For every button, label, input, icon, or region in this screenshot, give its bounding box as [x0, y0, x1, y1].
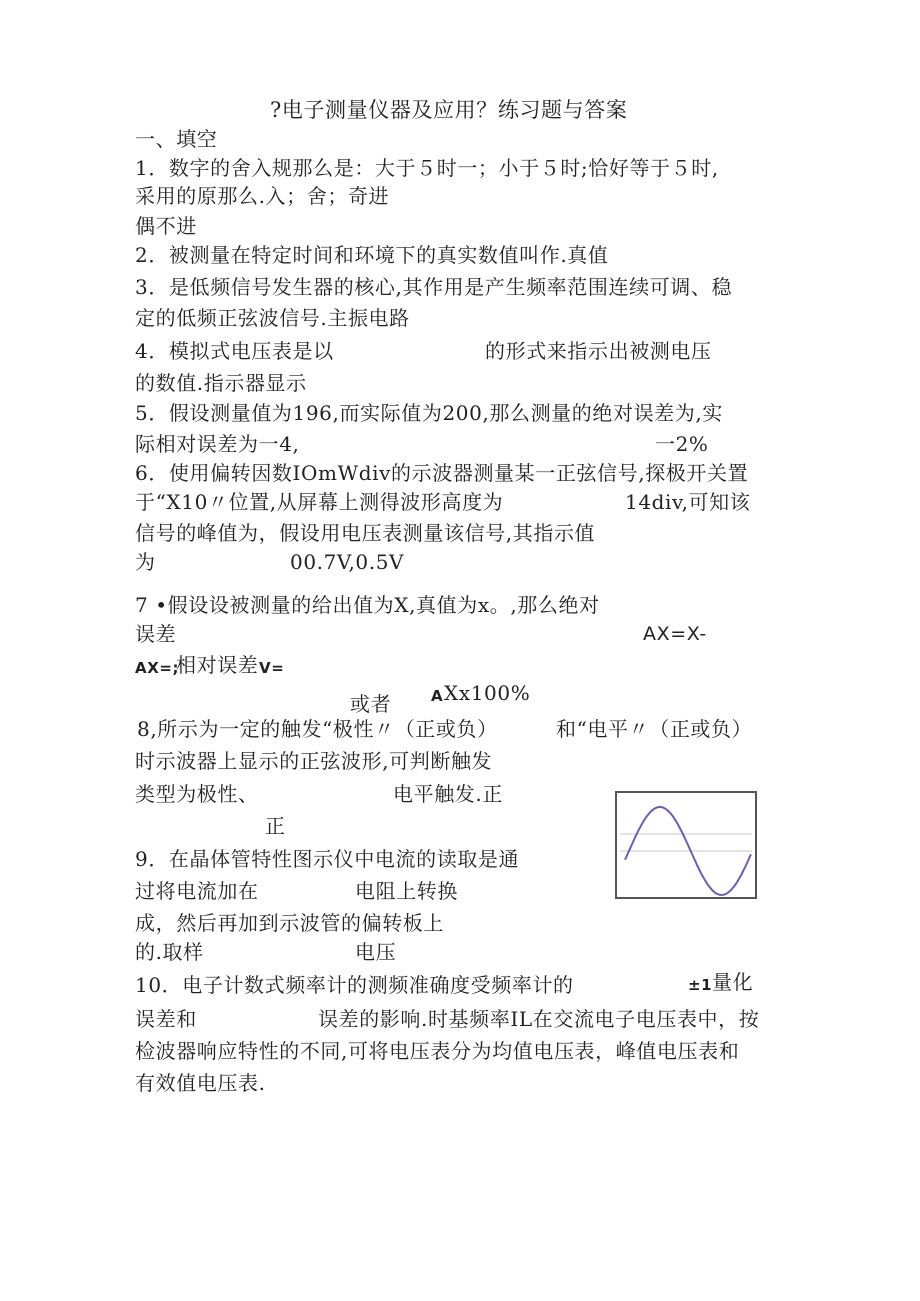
q10-line1: 10．电子计数式频率计的测频准确度受频率计的 — [135, 973, 574, 997]
q7-line3c: V= — [259, 659, 285, 677]
page-title: ?电子测量仪器及应用？练习题与答案 — [270, 98, 628, 122]
q7-line1: 7 •假设设被测量的给出值为X,真值为x。,那么绝对 — [135, 593, 600, 617]
q6-line4b: 00.7V,0.5V — [290, 550, 405, 574]
q10-line3: 检波器响应特性的不同,可将电压表分为均值电压表，峰值电压表和 — [135, 1039, 740, 1063]
q5-line2b: 一2% — [655, 432, 709, 456]
q5-line1: 5．假设测量值为196,而实际值为200,那么测量的绝对误差为,实 — [135, 401, 723, 425]
sine-wave-graphic — [617, 793, 755, 897]
q3-line2: 定的低频正弦波信号.主振电路 — [135, 306, 410, 330]
q8-line1b: 和“电平〃（正或负） — [556, 717, 753, 741]
q7-line3a: AX=; — [135, 659, 180, 677]
q4-line1a: 4．模拟式电压表是以 — [135, 339, 334, 363]
q4-line2: 的数值.指示器显示 — [135, 371, 307, 395]
q7-line5: 或者 — [350, 692, 392, 716]
q6-line4a: 为 — [135, 550, 156, 574]
section-heading: 一、填空 — [135, 127, 218, 151]
q9-line4b: 电压 — [355, 940, 397, 964]
q9-line1: 9．在晶体管特性图示仪中电流的读取是通 — [135, 847, 520, 871]
q10-line2a: 误差和 — [135, 1007, 197, 1031]
q7-line4a: A — [431, 687, 444, 705]
q9-line2a: 过将电流加在 — [135, 879, 259, 903]
q6-line3: 信号的峰值为，假设用电压表测量该信号,其指示值 — [135, 521, 596, 545]
q7-line2a: 误差 — [135, 622, 177, 646]
q1-line3: 偶不进 — [135, 214, 197, 238]
q8-line4: 正 — [265, 814, 286, 838]
q3-line1: 3．是低频信号发生器的核心,其作用是产生频率范围连续可调、稳 — [135, 275, 733, 299]
q10-line2b: 误差的影响.时基频率IL在交流电子电压表中，按 — [318, 1007, 760, 1031]
q8-line3b: 电平触发.正 — [393, 782, 503, 806]
q1-line2: 采用的原那么.入；舍；奇进 — [135, 184, 390, 208]
q8-line3a: 类型为极性、 — [135, 782, 259, 806]
q6-line2b: 14div,可知该 — [625, 490, 751, 514]
q10-line1c: 量化 — [712, 970, 754, 994]
q6-line1: 6．使用偏转因数IOmWdiv的示波器测量某一正弦信号,探极开关置 — [135, 461, 749, 485]
q10-line1b: ±1 — [688, 976, 713, 994]
q7-line2b: AX=X- — [643, 623, 707, 645]
q7-line4b: Xx100% — [444, 681, 531, 705]
q8-line2: 时示波器上显示的正弦波形,可判断触发 — [135, 749, 493, 773]
q9-line3: 成，然后再加到示波管的偏转板上 — [135, 911, 444, 935]
q9-line4a: 的.取样 — [135, 940, 204, 964]
q7-line3b: 相对误差 — [176, 653, 259, 677]
oscilloscope-waveform-figure — [615, 791, 757, 899]
q5-line2a: 际相对误差为一4, — [135, 432, 300, 456]
q2-line1: 2．被测量在特定时间和环境下的真实数值叫作.真值 — [135, 243, 609, 267]
q4-line1b: 的形式来指示出被测电压 — [485, 339, 712, 363]
q10-line4: 有效值电压表. — [135, 1071, 266, 1095]
q8-line1a: 8,所示为一定的触发“极性〃（正或负） — [137, 717, 498, 741]
q1-line1: 1．数字的舍入规那么是：大于５时一；小于５时;恰好等于５时, — [135, 156, 719, 180]
q9-line2b: 电阻上转换 — [355, 879, 458, 903]
q6-line2a: 于“X10〃位置,从屏幕上测得波形高度为 — [135, 490, 504, 514]
